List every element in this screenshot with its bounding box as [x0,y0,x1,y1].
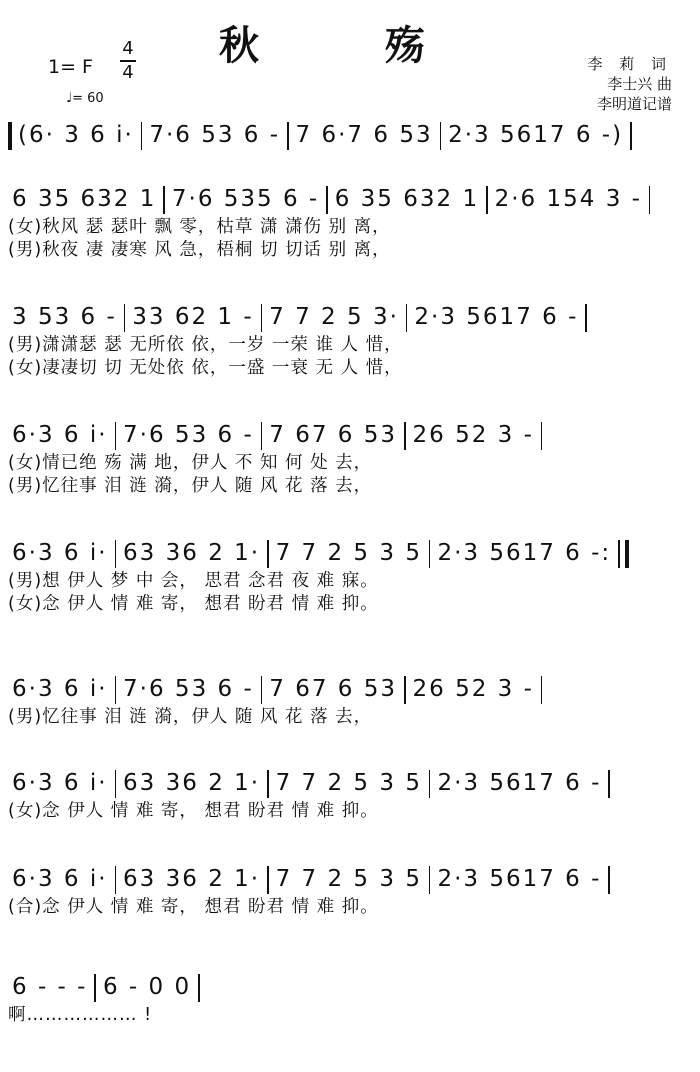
barline [429,540,431,568]
notation-row [8,418,692,452]
lyricist-credit: 李 莉 词 [587,55,672,73]
measure: 2·3 5617 6 - [437,770,602,796]
notation-row [8,118,692,152]
score-system [8,862,692,919]
measure: 2·3 5617 6 - [437,866,602,892]
measure: 26 52 3 - [412,422,534,448]
lyric-line: 啊……………… ! [8,1005,153,1025]
repeat-end-barline [625,540,629,568]
barline [198,974,200,1002]
measure: 7 67 6 53 [269,422,397,448]
measure: 2·3 5617 6 -: [437,540,612,566]
measure: 26 52 3 - [412,676,534,702]
barline [115,676,117,704]
measure: 63 36 2 1· [123,866,261,892]
notation-row [8,182,692,216]
time-signature [120,40,136,82]
measure: 7 7 2 5 3· [269,304,399,330]
measure: 7 67 6 53 [269,676,397,702]
measure: 3 53 6 - [12,304,117,330]
barline [541,676,543,704]
barline [404,422,406,450]
barline [618,540,620,568]
lyric-line: (女)念 伊人 情 难 寄， 想君 盼君 情 难 抑。 [8,801,379,821]
barline [115,540,117,568]
measure: 6 - 0 0 [102,974,192,1000]
measure: 63 36 2 1· [123,540,261,566]
measure: 7 7 2 5 3 5 [275,866,422,892]
barline [267,770,269,798]
lyric-line: (女)情已绝 殇 满 地，伊人 不 知 何 处 去， [8,453,373,473]
barline [440,122,442,150]
barline [649,186,651,214]
barline [141,122,143,150]
measure: 33 62 1 - [132,304,254,330]
lyric-line: (女)凄凄切 切 无处依 依，一盛 一衰 无 人 惜， [8,358,403,378]
lyric-line: (女)念 伊人 情 难 寄， 想君 盼君 情 难 抑。 [8,594,379,614]
measure: 6·3 6 i· [12,540,108,566]
measure: 7·6 53 6 - [123,676,254,702]
score-system [8,536,692,616]
barline [267,540,269,568]
score-system [8,118,692,152]
credits [587,54,672,114]
barline [163,186,165,214]
repeat-start-barline [8,122,12,150]
barline [429,770,431,798]
lyric-line: (女)秋风 瑟 瑟叶 飘 零，枯草 潇 潇伤 别 离， [8,217,391,237]
lyric-line: (合)念 伊人 情 难 寄， 想君 盼君 情 难 抑。 [8,897,379,917]
measure: 6 - - - [12,974,88,1000]
measure: 6·3 6 i· [12,770,108,796]
measure: 7 7 2 5 3 5 [275,540,422,566]
song-title: 秋 殇 [219,22,481,69]
lyric-line: (男)秋夜 凄 凄寒 风 急，梧桐 切 切话 别 离， [8,240,391,260]
measure: 6·3 6 i· [12,676,108,702]
measure: 6·3 6 i· [12,866,108,892]
notation-row [8,970,692,1004]
measure: 6·3 6 i· [12,422,108,448]
score-system [8,182,692,262]
lyric-line: (男)潇潇瑟 瑟 无所依 依，一岁 一荣 谁 人 惜， [8,335,403,355]
barline [115,422,117,450]
barline [267,866,269,894]
notation-row [8,862,692,896]
barline [124,304,126,332]
barline [429,866,431,894]
barline [630,122,632,150]
composer-credit: 李士兴 曲 [607,75,672,93]
barline [115,770,117,798]
score-system [8,418,692,498]
barline [261,422,263,450]
barline [261,304,263,332]
score-system [8,672,692,729]
tempo-mark: ♩= 60 [66,91,104,106]
meter-bottom: 4 [122,61,134,83]
barline [486,186,488,214]
measure: 2·3 5617 6 - [414,304,579,330]
score-system [8,766,692,823]
barline [326,186,328,214]
arranger-credit: 李明道记谱 [596,95,672,113]
key-signature: 1= F [48,56,93,78]
notation-row [8,766,692,800]
measure: 7 7 2 5 3 5 [275,770,422,796]
measure: 2·3 5617 6 -) [448,122,624,148]
barline [585,304,587,332]
barline [404,676,406,704]
barline [261,676,263,704]
measure: 7 6·7 6 53 [295,122,433,148]
score-system [8,300,692,380]
barline [608,770,610,798]
lyric-line: (男)想 伊人 梦 中 会， 思君 念君 夜 难 寐。 [8,571,379,591]
barline [287,122,289,150]
notation-row [8,536,692,570]
barline [608,866,610,894]
measure: 7·6 53 6 - [123,422,254,448]
measure: 7·6 535 6 - [171,186,320,212]
measure: 6 35 632 1 [12,186,157,212]
notation-row [8,300,692,334]
barline [406,304,408,332]
measure: 7·6 53 6 - [149,122,281,148]
notation-row [8,672,692,706]
measure: 2·6 154 3 - [494,186,642,212]
barline [115,866,117,894]
lyric-line: (男)忆往事 泪 涟 漪，伊人 随 风 花 落 去， [8,707,373,727]
measure: 63 36 2 1· [123,770,261,796]
lyric-line: (男)忆往事 泪 涟 漪，伊人 随 风 花 落 去， [8,476,373,496]
measure: 6 35 632 1 [334,186,480,212]
barline [94,974,96,1002]
measure: (6· 3 6 i· [18,122,134,148]
score-system [8,970,692,1027]
barline [541,422,543,450]
meter-top: 4 [122,38,134,59]
